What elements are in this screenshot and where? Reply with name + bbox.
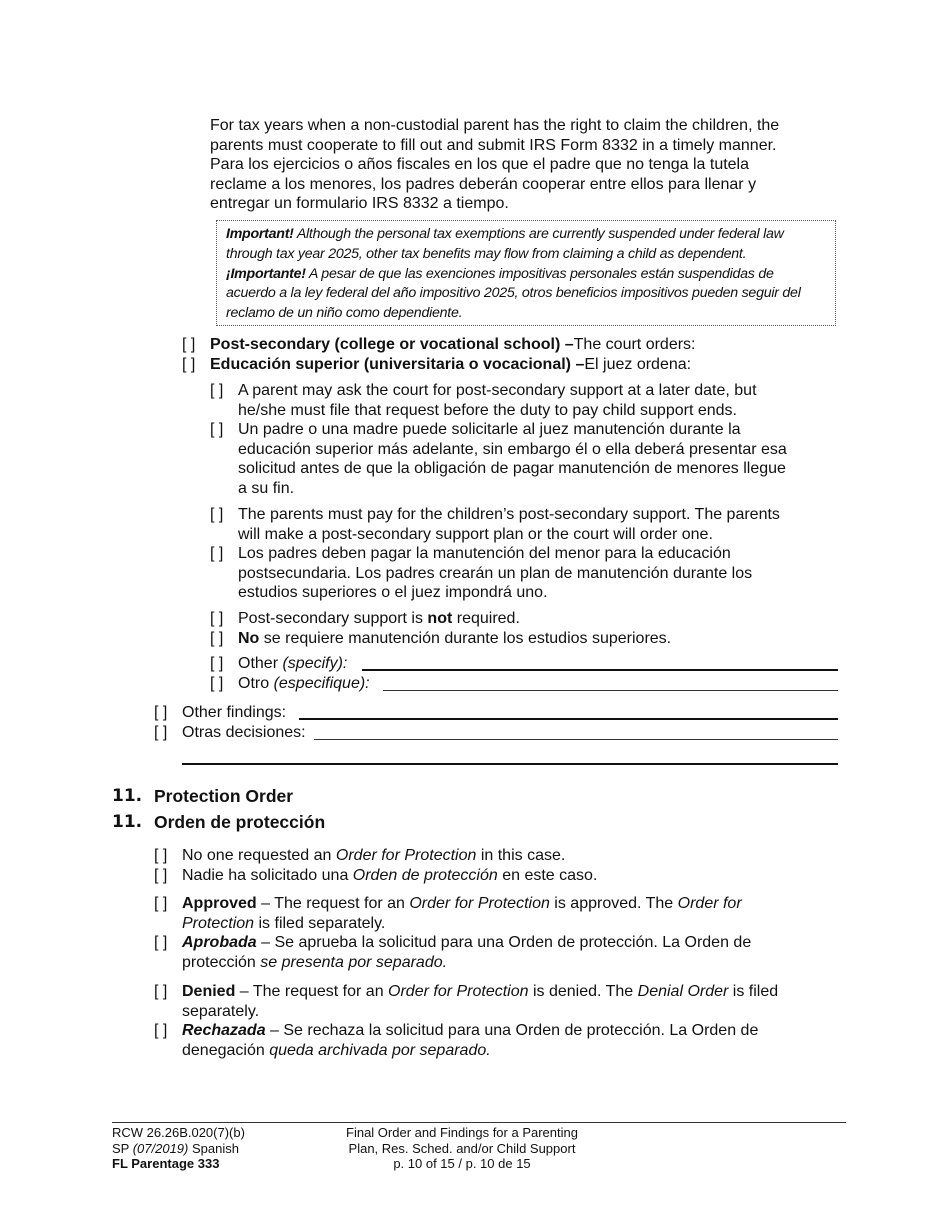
- otras-decisiones-field[interactable]: [314, 739, 838, 740]
- notice-label-es: ¡Importante!: [226, 265, 306, 282]
- intro-line: entregar un formulario IRS 8332 a tiempo.: [210, 195, 509, 213]
- checkbox[interactable]: [ ]: [154, 1022, 168, 1039]
- checkbox[interactable]: [ ]: [154, 847, 168, 864]
- findings-extra-line[interactable]: [182, 763, 838, 765]
- footer-title: Plan, Res. Sched. and/or Child Support: [348, 1140, 576, 1156]
- protection-none-en: No one requested an Order for Protection in this case.: [182, 847, 566, 864]
- footer-rcw: RCW 26.26B.020(7)(b): [112, 1125, 245, 1140]
- footer-rule: [112, 1122, 846, 1123]
- intro-line: parents must cooperate to fill out and submit IRS Form 8332 in a timely manner.: [210, 136, 777, 154]
- postsec-heading-en: Post-secondary (college or vocational school) –The court orders:: [210, 336, 696, 353]
- notice-text: acuerdo a la ley federal del año impositivo 2025, otros beneficios impositivos pueden seguir del: [226, 285, 801, 302]
- checkbox[interactable]: [ ]: [210, 630, 224, 647]
- protection-approved-es: Aprobada – Se aprueba la solicitud para una Orden de protección. La Orden de protección se presenta por separado.: [182, 934, 752, 971]
- postsec-option-later-en: A parent may ask the court for post-secondary support at a later date, but he/she must file that request before the duty to pay child support ends.: [238, 382, 757, 419]
- checkbox[interactable]: [ ]: [210, 421, 224, 438]
- checkbox[interactable]: [ ]: [154, 895, 168, 912]
- checkbox[interactable]: [ ]: [210, 382, 224, 399]
- section-title-es: Orden de protección: [154, 812, 326, 832]
- section-number: 11.: [112, 812, 143, 832]
- intro-line: Para los ejercicios o años fiscales en los que el padre que no tenga la tutela: [210, 156, 750, 174]
- footer-form-name: FL Parentage 333: [112, 1156, 220, 1172]
- protection-none-es: Nadie ha solicitado una Orden de protección en este caso.: [182, 867, 598, 884]
- section-title-en: Protection Order: [154, 786, 294, 806]
- checkbox[interactable]: [ ]: [210, 655, 224, 672]
- postsec-other-en-label: Other (specify):: [238, 655, 348, 672]
- footer-sp: SP (07/2019) Spanish: [112, 1140, 239, 1156]
- checkbox[interactable]: [ ]: [210, 545, 224, 562]
- checkbox[interactable]: [ ]: [210, 610, 224, 627]
- other-specify-field[interactable]: [362, 669, 838, 671]
- postsec-other-es-label: Otro (especifique):: [238, 675, 370, 692]
- postsec-option-later-es: Un padre o una madre puede solicitarle al juez manutención durante la educación superior más adelante, sin embargo él o ella deberá presentar esa solicitud antes de que la obligación de pagar manutención de menores llegue a su fin.: [238, 421, 787, 497]
- footer-page-number: p. 10 of 15 / p. 10 de 15: [393, 1156, 531, 1172]
- notice-text: through tax year 2025, other tax benefits may flow from claiming a child as dependent.: [226, 245, 747, 262]
- postsec-option-not-required-es: No se requiere manutención durante los estudios superiores.: [238, 630, 672, 647]
- intro-paragraph: [210, 116, 850, 214]
- checkbox[interactable]: [ ]: [210, 675, 224, 692]
- postsec-heading-es: Educación superior (universitaria o vocacional) –El juez ordena:: [210, 356, 692, 373]
- notice-text: Although the personal tax exemptions are currently suspended under federal law: [293, 226, 784, 242]
- important-notice-box: [216, 220, 836, 326]
- protection-denied-es: Rechazada – Se rechaza la solicitud para una Orden de protección. La Orden de denegación queda archivada por separado.: [182, 1022, 759, 1059]
- intro-line: reclame a los menores, los padres deberán cooperar entre ellos para llenar y: [210, 175, 757, 193]
- checkbox[interactable]: [ ]: [182, 356, 196, 373]
- protection-approved-en: Approved – The request for an Order for Protection is approved. The Order for Protection is filed separately.: [182, 895, 742, 932]
- intro-line: For tax years when a non-custodial parent has the right to claim the children, the: [210, 117, 780, 134]
- checkbox[interactable]: [ ]: [154, 934, 168, 951]
- other-findings-field[interactable]: [299, 718, 838, 720]
- protection-denied-en: Denied – The request for an Order for Protection is denied. The Denial Order is filed separately.: [182, 983, 779, 1020]
- notice-label-en: Important!: [226, 226, 294, 242]
- notice-text: reclamo de un niño como dependiente.: [226, 305, 463, 322]
- footer-left: [112, 1125, 245, 1172]
- checkbox[interactable]: [ ]: [210, 506, 224, 523]
- section-number: 11.: [112, 786, 143, 806]
- checkbox[interactable]: [ ]: [154, 983, 168, 1000]
- checkbox[interactable]: [ ]: [154, 724, 168, 741]
- notice-text: A pesar de que las exenciones impositivas personales están suspendidas de: [305, 265, 774, 282]
- postsec-option-not-required-en: Post-secondary support is not required.: [238, 610, 520, 627]
- checkbox[interactable]: [ ]: [154, 704, 168, 721]
- checkbox[interactable]: [ ]: [154, 867, 168, 884]
- otro-especifique-field[interactable]: [383, 690, 838, 691]
- other-findings-label: Other findings:: [182, 704, 287, 721]
- postsec-option-pay-en: The parents must pay for the children’s post-secondary support. The parents will make a post-secondary support plan or the court will order one.: [238, 506, 780, 543]
- footer-center: [324, 1125, 600, 1172]
- postsec-option-pay-es: Los padres deben pagar la manutención del menor para la educación postsecundaria. Los padres crearán un plan de manutención durante los estudios superiores o el juez impondrá uno.: [238, 545, 753, 602]
- footer-title: Final Order and Findings for a Parenting: [346, 1125, 578, 1140]
- otras-decisiones-label: Otras decisiones:: [182, 724, 306, 741]
- checkbox[interactable]: [ ]: [182, 336, 196, 353]
